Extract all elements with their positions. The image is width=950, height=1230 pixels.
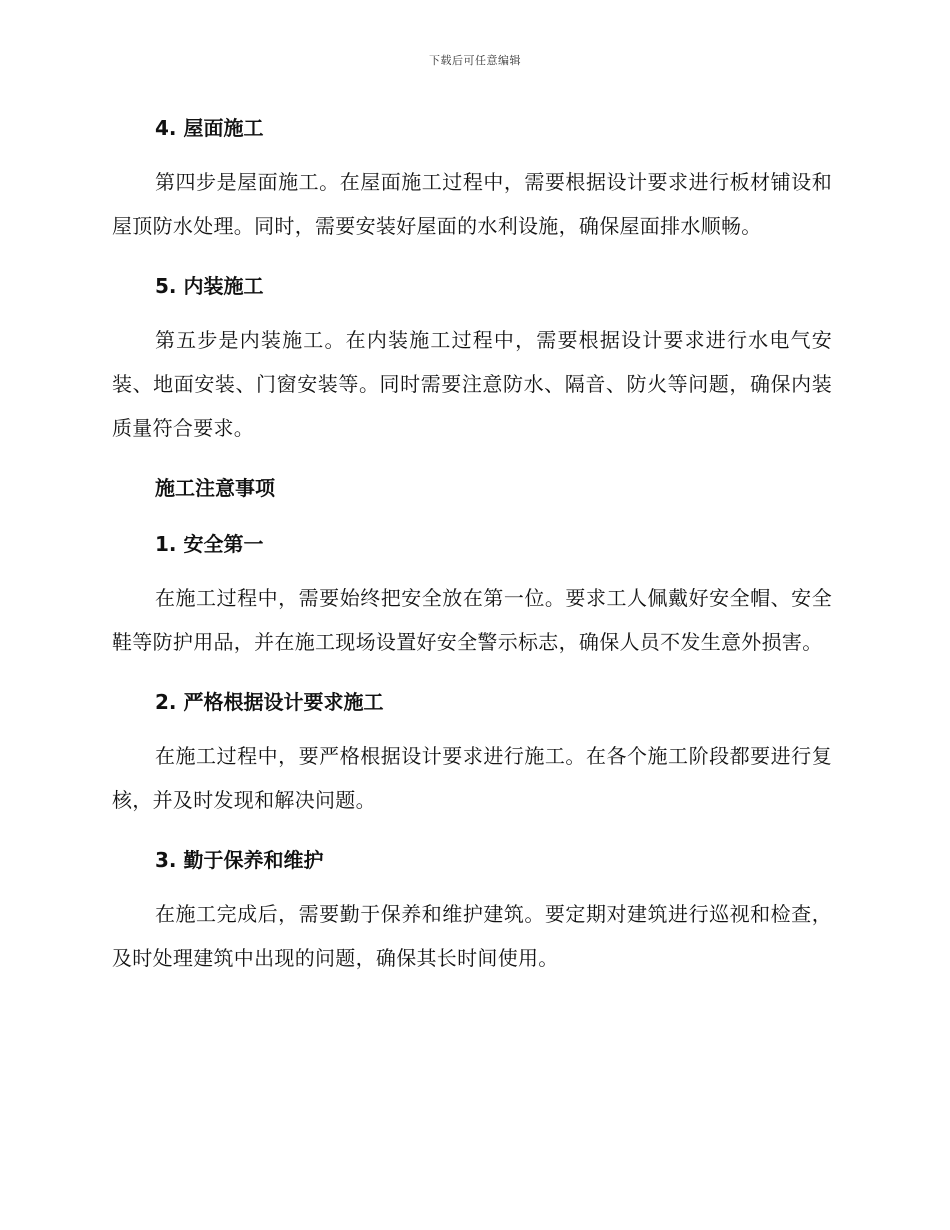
section-heading-maintenance: 3. 勤于保养和维护 [155,848,324,872]
section-heading-safety: 1. 安全第一 [155,532,264,556]
page-header: 下载后可任意编辑 [429,54,521,67]
section-heading-roof: 4. 屋面施工 [155,116,264,140]
section-body-safety: 在施工过程中，需要始终把安全放在第一位。要求工人佩戴好安全帽、安全鞋等防护用品，并在施工现场设置好安全警示标志，确保人员不发生意外损害。 [112,586,832,654]
document-body [112,104,832,980]
section-heading-interior: 5. 内装施工 [155,274,264,298]
section-body-design: 在施工过程中，要严格根据设计要求进行施工。在各个施工阶段都要进行复核，并及时发现和解决问题。 [112,744,832,812]
section-heading-design: 2. 严格根据设计要求施工 [155,690,384,714]
section-body-maintenance: 在施工完成后，需要勤于保养和维护建筑。要定期对建筑进行巡视和检查，及时处理建筑中出现的问题，确保其长时间使用。 [112,902,832,970]
section-heading-notes: 施工注意事项 [155,476,275,500]
section-body-roof: 第四步是屋面施工。在屋面施工过程中，需要根据设计要求进行板材铺设和屋顶防水处理。同时，需要安装好屋面的水利设施，确保屋面排水顺畅。 [112,170,832,238]
section-body-interior: 第五步是内装施工。在内装施工过程中，需要根据设计要求进行水电气安装、地面安装、门窗安装等。同时需要注意防水、隔音、防火等问题，确保内装质量符合要求。 [112,328,832,440]
